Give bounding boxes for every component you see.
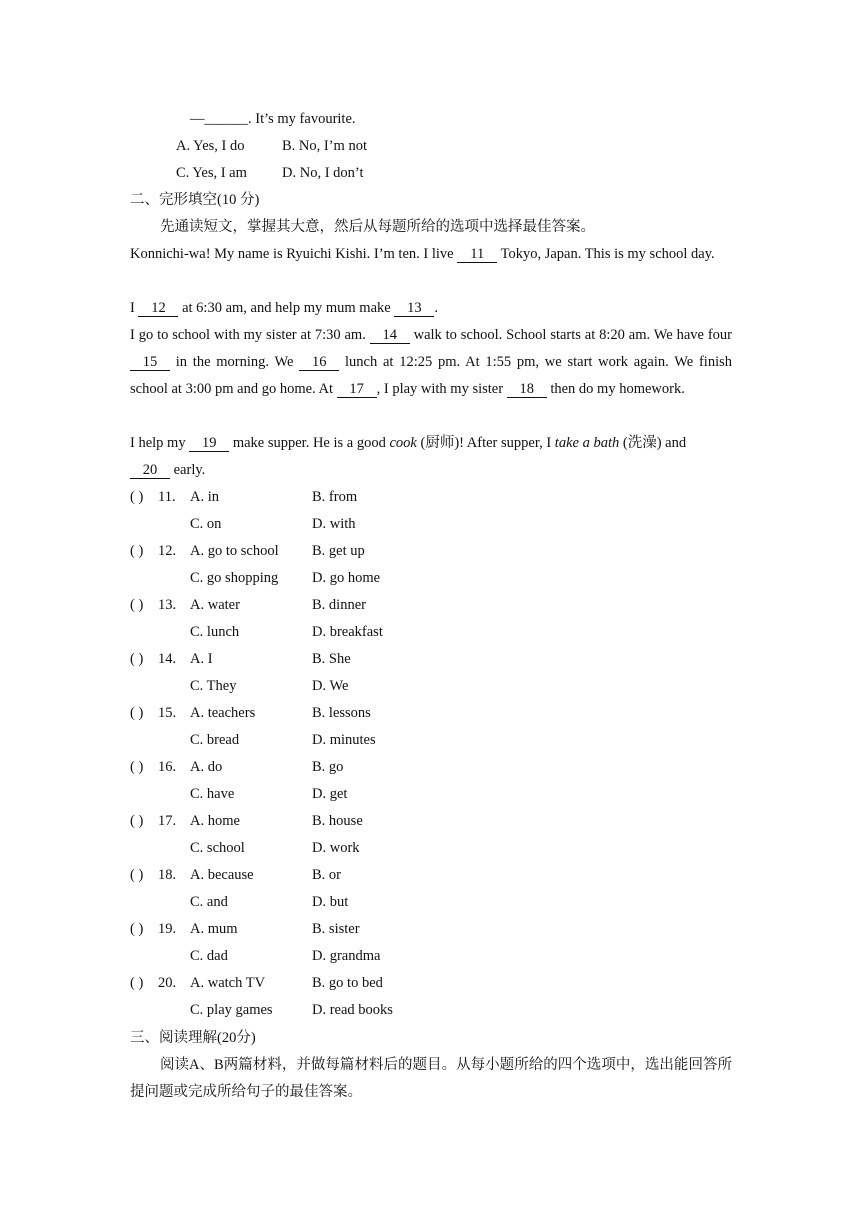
question-17: ( ) 17. A. home B. house C. school D. work <box>130 813 363 856</box>
option-d: D. No, I don’t <box>282 165 364 181</box>
option-c: C. Yes, I am <box>176 165 247 181</box>
question-16: ( ) 16. A. do B. go C. have D. get <box>130 759 348 802</box>
blank-12: 12 <box>138 300 178 317</box>
blank-14: 14 <box>370 327 410 344</box>
question-20: ( ) 20. A. watch TV B. go to bed C. play games D. read books <box>130 975 393 1018</box>
section3-instruction: 阅读A、B两篇材料，并做每篇材料后的题目。从每小题所给的四个选项中，选出能回答所提问题或完成所给句子的最佳答案。 <box>130 1057 732 1100</box>
blank-18: 18 <box>507 381 547 398</box>
question-19: ( ) 19. A. mum B. sister C. dad D. grandma <box>130 921 381 964</box>
section2-heading: 二、完形填空(10 分) <box>130 192 260 208</box>
passage-paragraph-3: I go to school with my sister at 7:30 am. 14 walk to school. School starts at 8:20 am. We have four 15 in the morning. We 16 lunch at 12:25 pm. At 1:55 pm, we start work again. We finish school at 3:00 pm and go home. At 17 , I play with my sister 18 then do my homework. <box>130 327 733 397</box>
passage-paragraph-4: I help my 19 make supper. He is a good cook (厨师)! After supper, I take a bath (洗澡) and 20 early. <box>130 435 687 478</box>
question-14: ( ) 14. A. I B. She C. They D. We <box>130 651 351 694</box>
question-15: ( ) 15. A. teachers B. lessons C. bread D. minutes <box>130 705 376 748</box>
passage-paragraph-1: Konnichi-wa! My name is Ryuichi Kishi. I’m ten. I live 11 Tokyo, Japan. This is my school day. <box>130 246 715 262</box>
option-b: B. No, I’m not <box>282 138 367 154</box>
blank-16: 16 <box>299 354 339 371</box>
section3-heading: 三、阅读理解(20分) <box>130 1030 256 1046</box>
blank-17: 17 <box>337 381 377 398</box>
passage-paragraph-2: I 12 at 6:30 am, and help my mum make 13 . <box>130 300 438 316</box>
option-a: A. Yes, I do <box>176 138 245 154</box>
question-12: ( ) 12. A. go to school B. get up C. go shopping D. go home <box>130 543 381 586</box>
question-11: ( ) 11. A. in B. from C. on D. with <box>130 489 358 532</box>
section2-instruction: 先通读短文，掌握其大意，然后从每题所给的选项中选择最佳答案。 <box>160 219 595 235</box>
blank-15: 15 <box>130 354 170 371</box>
blank-19: 19 <box>189 435 229 452</box>
blank-13: 13 <box>394 300 434 317</box>
question-18: ( ) 18. A. because B. or C. and D. but <box>130 867 349 910</box>
blank-11: 11 <box>457 246 497 263</box>
answer-line: —______. It’s my favourite. <box>190 111 356 127</box>
question-13: ( ) 13. A. water B. dinner C. lunch D. breakfast <box>130 597 383 640</box>
blank-20: 20 <box>130 462 170 479</box>
